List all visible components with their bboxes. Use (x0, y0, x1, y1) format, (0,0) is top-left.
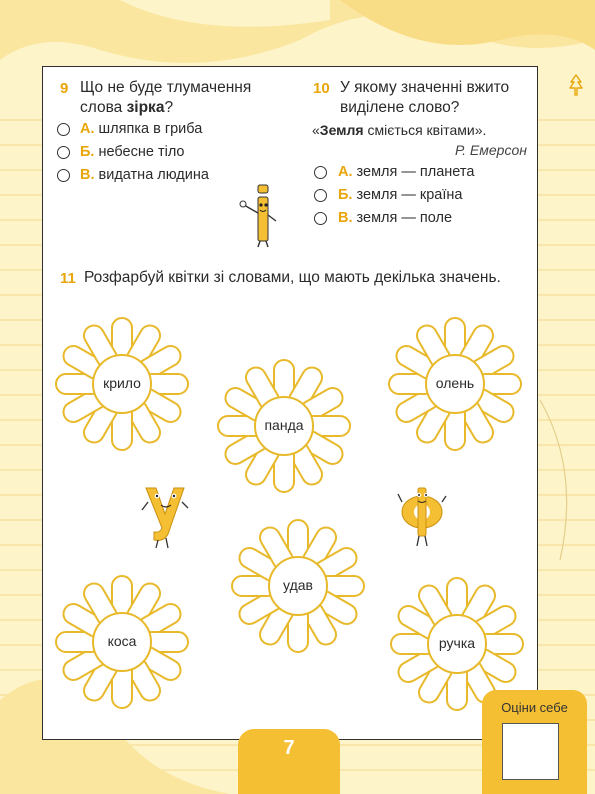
letter-f-glyph: ф (396, 482, 397, 483)
self-assessment-label: Оціни себе (501, 700, 568, 715)
question-10-line2: виділене слово? (340, 99, 460, 116)
question-10-number: 10 (313, 80, 330, 97)
letter-f-character (396, 482, 448, 550)
question-11-text: Розфарбуй квітки зі словами, що мають декілька значень. (84, 269, 501, 286)
letter-u-glyph: у (140, 478, 141, 479)
quote-author: Р. Емерсон (455, 142, 527, 158)
flower-word: панда (264, 417, 304, 433)
flower-word: олень (435, 375, 475, 391)
radio-10c[interactable] (314, 212, 327, 225)
radio-10b[interactable] (314, 189, 327, 202)
option-10c: В. земля — поле (338, 210, 453, 226)
flower-kosa[interactable] (54, 574, 190, 710)
question-10-text (340, 78, 530, 118)
option-9b: Б. небесне тіло (80, 144, 185, 160)
radio-9c[interactable] (57, 169, 70, 182)
flower-olen[interactable] (387, 316, 523, 452)
question-11-number: 11 (60, 270, 76, 287)
flower-word: ручка (438, 635, 476, 651)
self-assessment-box[interactable] (502, 723, 559, 780)
quote: «Земля сміється квітами». (312, 122, 487, 138)
option-9a: А. шляпка в гриба (80, 121, 203, 137)
tree-icon (568, 74, 584, 96)
radio-10a[interactable] (314, 166, 327, 179)
radio-9a[interactable] (57, 123, 70, 136)
letter-u-character (140, 478, 190, 550)
flower-krylo[interactable] (54, 316, 190, 452)
flower-udav[interactable] (230, 518, 366, 654)
question-9-line2: слова зірка? (80, 99, 174, 116)
option-10b: Б. земля — країна (338, 187, 463, 203)
flower-word: коса (107, 633, 137, 649)
flower-word: крило (103, 375, 141, 391)
question-9-number: 9 (60, 80, 69, 97)
question-10-line1: У якому значенні вжито (340, 79, 510, 96)
keyword-zemlya: Земля (319, 122, 364, 138)
option-9c: В. видатна людина (80, 167, 209, 183)
letter-i-character (238, 183, 282, 249)
keyword-zirka: зірка (126, 99, 165, 116)
letter-i-glyph: і (238, 183, 239, 184)
radio-9b[interactable] (57, 146, 70, 159)
option-10a: А. земля — планета (338, 164, 475, 180)
page-number: 7 (283, 737, 295, 759)
flower-panda[interactable] (216, 358, 352, 494)
question-9-line1: Що не буде тлумачення (80, 79, 252, 96)
question-9-text (80, 78, 290, 118)
flower-word: удав (283, 577, 313, 593)
